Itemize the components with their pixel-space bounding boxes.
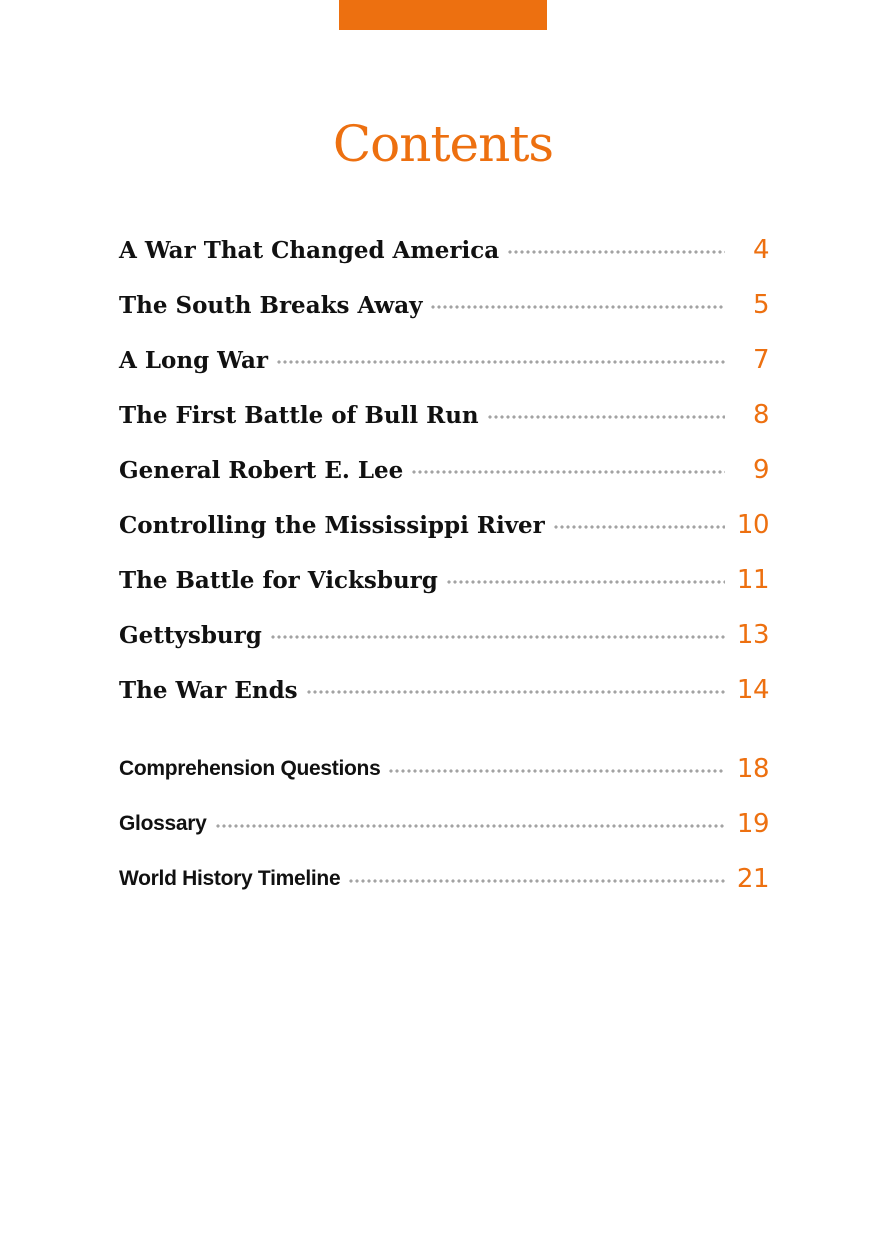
toc-entry-chapter-1[interactable]: [119, 230, 769, 270]
toc-entry-chapter-6[interactable]: [119, 505, 769, 545]
toc-entry-page-number: 9: [752, 455, 769, 485]
toc-entry-page-number: 11: [736, 565, 769, 595]
toc-entry-glossary[interactable]: [119, 804, 769, 844]
dot-leader: [487, 415, 725, 419]
toc-entry-chapter-9[interactable]: [119, 670, 769, 710]
toc-entry-chapter-2[interactable]: [119, 285, 769, 325]
toc-entry-label: The First Battle of Bull Run: [119, 401, 479, 429]
toc-entry-page-number: 13: [736, 620, 769, 650]
header-accent-bar: [339, 0, 547, 30]
dot-leader: [430, 305, 725, 309]
toc-entry-label: Gettysburg: [119, 621, 262, 649]
toc-entry-chapter-4[interactable]: [119, 395, 769, 435]
toc-entry-chapter-5[interactable]: [119, 450, 769, 490]
dot-leader: [270, 635, 725, 639]
toc-entry-label: General Robert E. Lee: [119, 456, 404, 484]
dot-leader: [411, 470, 725, 474]
toc-entry-page-number: 4: [752, 235, 769, 265]
toc-entry-label: Controlling the Mississippi River: [119, 511, 545, 539]
toc-entry-page-number: 7: [752, 345, 769, 375]
toc-entry-label: The War Ends: [119, 676, 298, 704]
dot-leader: [215, 824, 726, 828]
toc-entry-page-number: 8: [752, 400, 769, 430]
toc-entry-comprehension-questions[interactable]: [119, 749, 769, 789]
toc-entry-label: A Long War: [119, 346, 269, 374]
dot-leader: [507, 250, 725, 254]
toc-entry-label: Comprehension Questions: [119, 757, 381, 780]
dot-leader: [388, 769, 725, 773]
toc-entry-page-number: 14: [736, 675, 769, 705]
toc-entry-chapter-7[interactable]: [119, 560, 769, 600]
toc-entry-label: Glossary: [119, 812, 207, 835]
toc-entry-chapter-3[interactable]: [119, 340, 769, 380]
dot-leader: [306, 690, 725, 694]
toc-entry-page-number: 5: [752, 290, 769, 320]
toc-entry-page-number: 21: [736, 864, 769, 894]
toc-entry-label: The South Breaks Away: [119, 291, 423, 319]
toc-entry-label: The Battle for Vicksburg: [119, 566, 438, 594]
dot-leader: [553, 525, 725, 529]
toc-entry-label: World History Timeline: [119, 867, 341, 890]
toc-entry-page-number: 19: [736, 809, 769, 839]
toc-entry-page-number: 18: [736, 754, 769, 784]
dot-leader: [348, 879, 725, 883]
toc-entry-world-history-timeline[interactable]: [119, 859, 769, 899]
dot-leader: [446, 580, 725, 584]
page-title: Contents: [332, 114, 554, 173]
toc-entry-label: A War That Changed America: [119, 236, 500, 264]
toc-entry-page-number: 10: [736, 510, 769, 540]
dot-leader: [276, 360, 725, 364]
toc-entry-chapter-8[interactable]: [119, 615, 769, 655]
